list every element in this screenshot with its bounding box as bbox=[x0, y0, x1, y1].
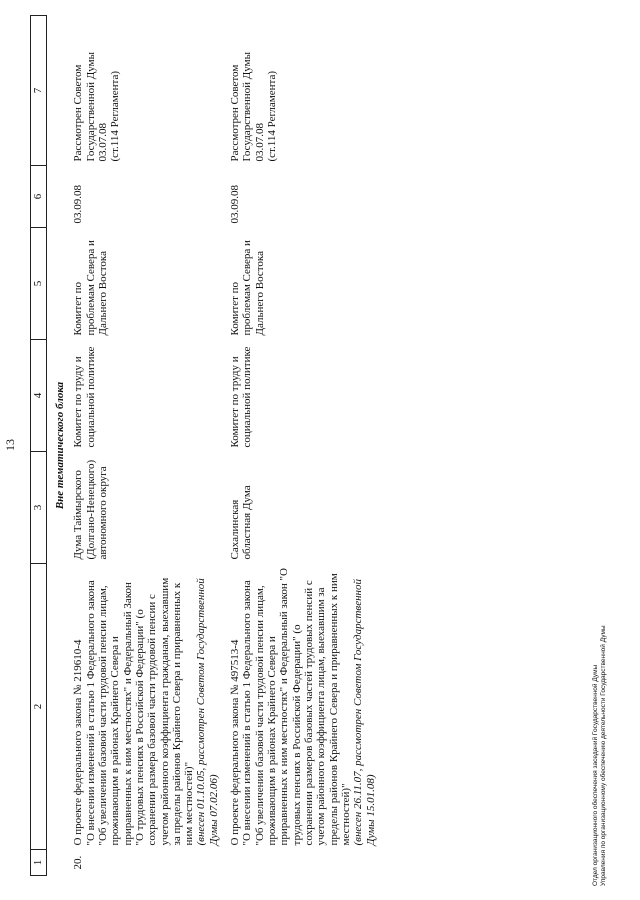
page-number: 13 bbox=[3, 439, 17, 451]
status-regulation: (ст.114 Регламента) bbox=[109, 70, 122, 162]
table-row bbox=[70, 16, 223, 876]
agenda-table bbox=[30, 15, 380, 876]
status-regulation: (ст.114 Регламента) bbox=[266, 70, 278, 162]
initiator-cell: Сахалинская областная Дума bbox=[229, 485, 254, 560]
header-col-4: 4 bbox=[31, 340, 47, 452]
status-text: Рассмотрен Советом Государственной Думы 03.07.08 bbox=[229, 51, 266, 162]
initiator-cell: Дума Таймырского (Долгано-Ненецкого) автономного округа bbox=[72, 459, 109, 560]
header-col-6: 6 bbox=[31, 166, 47, 228]
footer-line-1: Отдел организационного обеспечения заседаний Государственной Думы bbox=[592, 664, 599, 886]
table-row bbox=[223, 16, 380, 876]
header-row bbox=[31, 16, 47, 876]
bill-cell bbox=[223, 564, 380, 850]
header-col-5: 5 bbox=[31, 228, 47, 340]
header-col-2: 2 bbox=[31, 564, 47, 850]
header-col-3: 3 bbox=[31, 452, 47, 564]
status-cell bbox=[223, 16, 380, 166]
status-cell bbox=[70, 16, 223, 166]
footer bbox=[592, 625, 608, 886]
header-col-7: 7 bbox=[31, 16, 47, 166]
section-row bbox=[47, 16, 71, 876]
date-cell: 03.09.08 bbox=[72, 185, 85, 224]
bill-description: "О внесении изменений в статью 1 Федерального закона "Об увеличении базовой части трудовой пенсии лицам, проживающим в районах Крайнего Севера и приравненных к ним местностях" и Федеральный закон "О трудовых пенсиях в Российской Федерации" (о сохранении размеров базовых частей трудовых пенсий с учетом районного коэффициента лицам, выехавшим за пределы районов Крайнего Севера и приравненных к ним местностей)" bbox=[241, 568, 352, 846]
date-cell: 03.09.08 bbox=[229, 185, 242, 224]
bill-description: "О внесении изменений в статью 1 Федерального закона "Об увеличении базовой части трудовой пенсии лицам, проживающим в районах Крайнего Севера и приравненных к ним местностях" и Федеральный Закон "О трудовых пенсиях в Российской Федерации" (о сохранении размера базовой части трудовой пенсии с учетом районного коэффициента гражданам, выехавшим за пределы районов Крайнего Севера и приравненных к ним местностей)" bbox=[84, 577, 196, 846]
section-title: Вне тематического блока bbox=[47, 16, 71, 876]
committee-cell: Комитет по труду и социальной политике bbox=[229, 346, 254, 448]
bill-note: (внесен 01.10.05, рассмотрен Советом Государственной Думы 07.02.06) bbox=[195, 578, 220, 846]
footer-line-2: Управления по организационному обеспечению деятельности Государственной Думы bbox=[599, 625, 607, 886]
bill-note: (внесен 26.11.07, рассмотрен Советом Государственной Думы 15.01.08) bbox=[352, 579, 377, 846]
row-number: 20. bbox=[72, 855, 85, 870]
co-committee-cell: Комитет по проблемам Севера и Дальнего Востока bbox=[229, 240, 266, 336]
bill-title: О проекте федерального закона № 497513-4 bbox=[229, 639, 242, 846]
status-text: Рассмотрен Советом Государственной Думы 03.07.08 bbox=[72, 51, 109, 162]
co-committee-cell: Комитет по проблемам Севера и Дальнего Востока bbox=[72, 240, 109, 336]
bill-cell bbox=[70, 564, 223, 850]
header-col-1: 1 bbox=[31, 850, 47, 876]
committee-cell: Комитет по труду и социальной политике bbox=[72, 346, 97, 448]
bill-title: О проекте федерального закона № 219610-4 bbox=[72, 639, 85, 846]
row-number bbox=[223, 850, 380, 876]
